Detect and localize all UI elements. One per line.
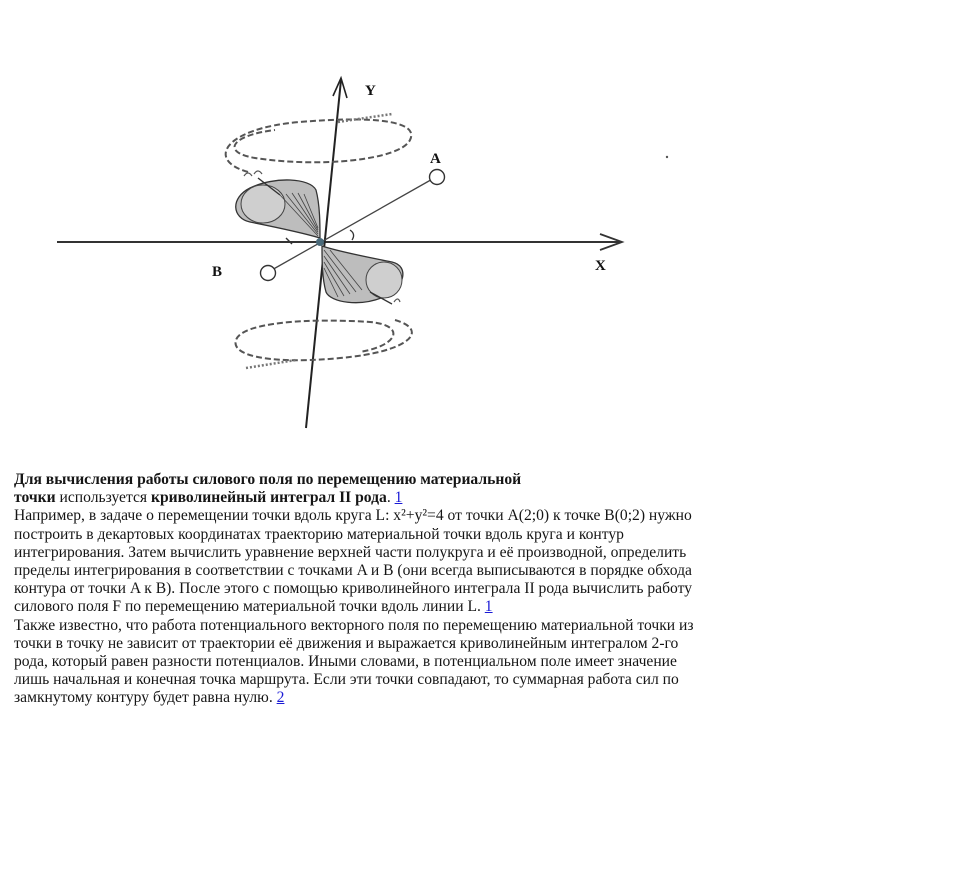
paragraph-3-line: лишь начальная и конечная точка маршрута. Если эти точки совпадают, то суммарная работа сил по — [14, 671, 679, 689]
paragraph-2-line: интегрирования. Затем вычислить уравнение верхней части полукруга и её производной, определить — [14, 543, 687, 561]
paragraph-2-last-line — [14, 598, 944, 616]
y-axis-label: Y — [365, 83, 376, 99]
paragraph-3-line: рода, который равен разности потенциалов. Иными словами, в потенциальном поле имеет значение — [14, 653, 677, 671]
footnote-link-3[interactable]: 2 — [276, 689, 285, 707]
origin-mark — [350, 230, 354, 240]
paragraph-2-line: Например, в задаче о перемещении точки вдоль круга L: x²+y²=4 от точки A(2;0) к точке B(0;2) нужно — [14, 507, 692, 525]
footnote-link-1[interactable]: 1 — [394, 489, 403, 507]
x-axis-label: X — [595, 258, 606, 274]
point-a-circle — [430, 170, 445, 185]
bold-phrase-2: точки — [14, 489, 56, 507]
stray-dot — [666, 156, 668, 158]
point-a-label: A — [430, 151, 441, 167]
bold-phrase-3: криволинейный интеграл II рода — [150, 489, 387, 507]
point-b-label: B — [212, 264, 223, 280]
plain-phrase-1: используется — [55, 489, 151, 507]
paragraph-1 — [14, 471, 944, 507]
paragraph-1-line-2 — [14, 489, 944, 507]
bold-phrase-1: Для вычисления работы силового поля по перемещению материальной — [14, 471, 522, 488]
lower-spiral-hatch — [246, 360, 296, 368]
paragraph-2-line: пределы интегрирования в соответствии с точками A и B (они всегда выписываются в порядке обхода — [14, 562, 692, 580]
paragraph-3-last-line — [14, 689, 944, 707]
lower-cone-label-mark — [394, 299, 400, 302]
origin-dot — [316, 238, 324, 246]
upper-spiral-curve — [226, 119, 412, 172]
paragraph-1-line-1 — [14, 471, 944, 489]
lower-spiral-curve — [236, 320, 412, 360]
footnote-link-2[interactable]: 1 — [484, 598, 493, 616]
point-b-circle — [261, 266, 276, 281]
paragraph-3-line: точки в точку не зависит от траектории её движения и выражается криволинейным интегралом 2-го — [14, 634, 679, 652]
paragraph-2-line: построить в декартовых координатах траекторию материальной точки вдоль круга и контур — [14, 525, 624, 543]
paragraph-3-last-text: замкнутому контуру будет равна нулю. — [14, 689, 277, 707]
upper-cone-rim — [241, 185, 285, 223]
paragraph-2-last-text: силового поля F по перемещению материальной точки вдоль линии L. — [14, 598, 485, 616]
paragraph-3-line: Также известно, что работа потенциального векторного поля по перемещению материальной точки из — [14, 616, 694, 634]
paragraph-2 — [14, 507, 944, 616]
paragraph-2-line: контура от точки A к B). После этого с помощью криволинейного интеграла II рода вычислить работу — [14, 580, 693, 598]
paragraph-3 — [14, 617, 944, 708]
article-text — [14, 471, 944, 708]
plain-phrase-2: . — [386, 489, 395, 507]
